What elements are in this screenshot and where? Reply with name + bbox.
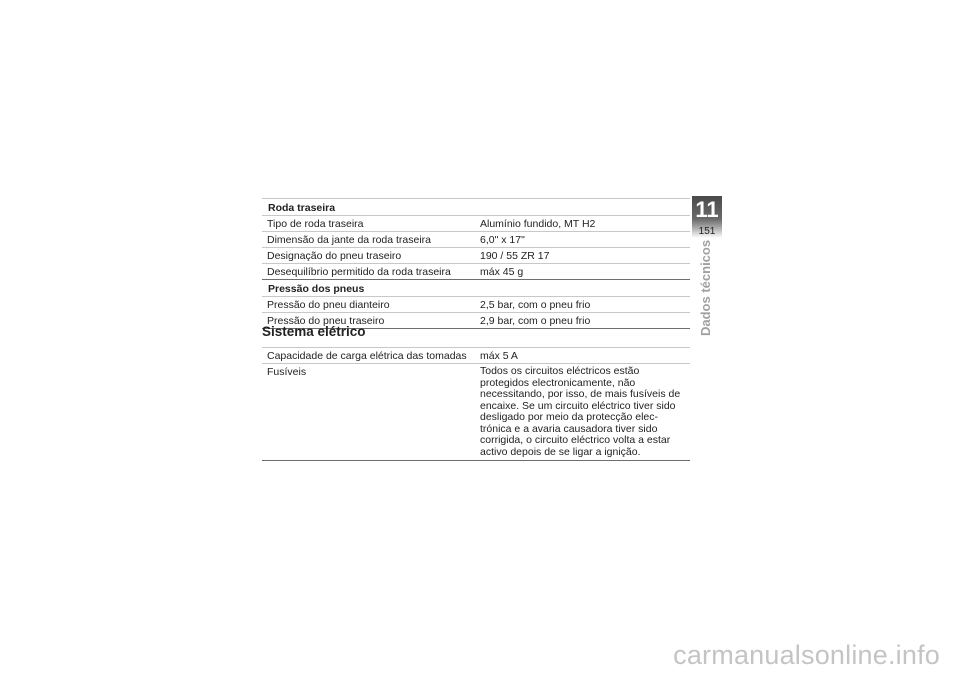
spec-value: Alumínio fundido, MT H2	[480, 218, 596, 230]
spec-label: Desequilíbrio permitido da roda traseira	[267, 266, 451, 278]
spec-value: 2,9 bar, com o pneu frio	[480, 315, 591, 327]
spec-value: 2,5 bar, com o pneu frio	[480, 299, 591, 311]
spec-label: Dimensão da jante da roda traseira	[267, 234, 432, 246]
spec-value: Todos os circuitos eléctricos estão protegidos electronicamente, não necessitando, por isso, de mais fusíveis de encaixe. Se um circuito eléctrico tiver sido desligado por meio da protecção elec- trónica e a avaria causadora tiver sido corrigida, o circuito eléctrico volta a estar activo depois de se ligar a ignição.	[480, 365, 681, 458]
table-row	[262, 216, 690, 232]
table-row	[262, 248, 690, 264]
spec-value: 190 / 55 ZR 17	[480, 250, 550, 262]
spec-label: Pressão do pneu traseiro	[267, 315, 385, 327]
table-row	[262, 264, 690, 280]
section-heading-rear-wheel: Roda traseira	[262, 198, 690, 216]
chapter-title-vertical: Dados técnicos	[698, 239, 713, 336]
spec-label: Capacidade de carga elétrica das tomadas	[267, 350, 467, 362]
table-row	[262, 297, 690, 313]
section-heading-tire-pressure: Pressão dos pneus	[262, 280, 690, 297]
table-row	[262, 348, 690, 364]
spec-value: máx 45 g	[480, 266, 524, 278]
page-number: 151	[698, 226, 716, 237]
spec-label: Designação do pneu traseiro	[267, 250, 402, 262]
table-row	[262, 364, 690, 461]
chapter-number: 11	[695, 197, 719, 222]
spec-value: máx 5 A	[480, 350, 518, 362]
spec-label: Tipo de roda traseira	[267, 218, 364, 230]
watermark-text: carmanualsonline.info	[673, 640, 940, 670]
spec-value: 6,0" x 17"	[480, 234, 525, 246]
spec-label: Fusíveis	[267, 366, 307, 378]
section-title-electrical: Sistema elétrico	[262, 324, 366, 339]
table-row	[262, 232, 690, 248]
spec-label: Pressão do pneu dianteiro	[267, 299, 390, 311]
electrical-table	[262, 348, 690, 461]
rear-wheel-table	[262, 198, 690, 329]
